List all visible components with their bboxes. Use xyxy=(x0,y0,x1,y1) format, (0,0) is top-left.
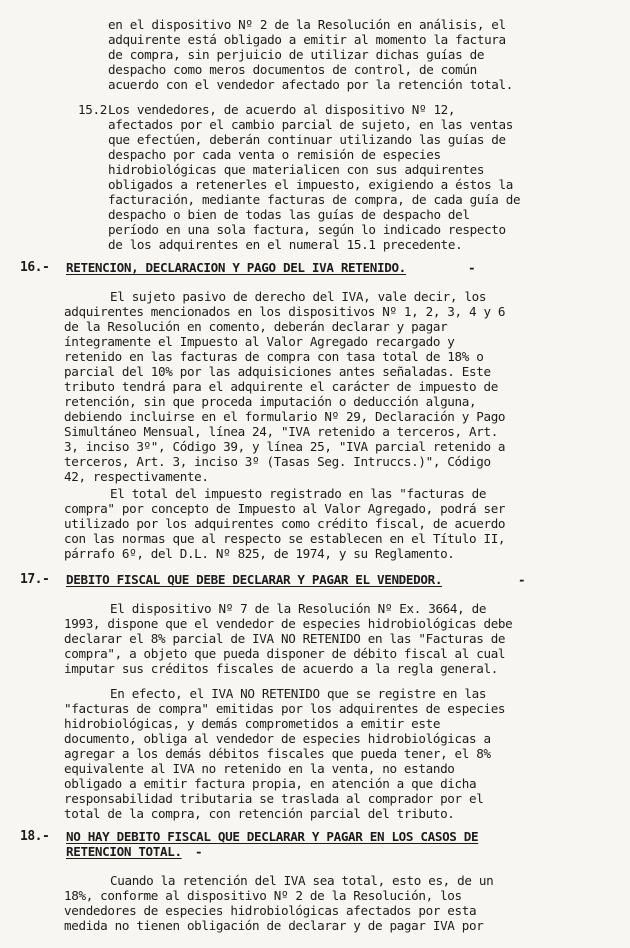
text-line: utilizado por los adquirentes como crédito fiscal, de acuerdo xyxy=(64,516,506,531)
text-line: 42, respectivamente. xyxy=(64,469,209,484)
text-line: En efecto, el IVA NO RETENIDO que se registre en las xyxy=(110,686,487,701)
text-line: 3, inciso 3º", Código 39, y línea 25, "IVA parcial retenido a xyxy=(64,439,506,454)
text-line: despacho como meros documentos de control, de común xyxy=(108,62,477,77)
section-17-heading-dash: - xyxy=(518,572,526,587)
text-line: de los adquirentes en el numeral 15.1 precedente. xyxy=(108,237,463,252)
text-line: Simultáneo Mensual, línea 24, "IVA retenido a terceros, Art. xyxy=(64,424,498,439)
section-18-heading-line-1: NO HAY DEBITO FISCAL QUE DECLARAR Y PAGAR EN LOS CASOS DE xyxy=(66,829,479,844)
text-line: de la Resolución en comento, deberán declarar y pagar xyxy=(64,319,448,334)
text-line: obligado a emitir factura propia, en atención a que dicha xyxy=(64,776,477,791)
text-line: parcial del 10% por las adquisiciones antes señaladas. Este xyxy=(64,364,491,379)
section-15-2-number: 15.2 xyxy=(78,102,107,117)
text-line: hidrobiológicas que materialicen con sus adquirentes xyxy=(108,162,485,177)
text-line: afectados por el cambio parcial de sujeto, en las ventas xyxy=(108,117,513,132)
text-line: total de la compra, con retención parcial del tributo. xyxy=(64,806,455,821)
section-18-heading-dash: - xyxy=(195,844,203,859)
text-line: documento, obliga al vendedor de especies hidrobiológicas a xyxy=(64,731,491,746)
section-17-number: 17.- xyxy=(20,572,50,587)
text-line: obligados a retenerles el impuesto, exigiendo a éstos la xyxy=(108,177,513,192)
text-line: con las normas que al respecto se establecen en el Título II, xyxy=(64,531,506,546)
text-line: compra", a objeto que pueda disponer de débito fiscal al cual xyxy=(64,646,506,661)
text-line: despacho o bien de todas las guías de despacho del xyxy=(108,207,470,222)
text-line: agregar a los demás débitos fiscales que pueda tener, el 8% xyxy=(64,746,491,761)
text-line: íntegramente el Impuesto al Valor Agregado recargado y xyxy=(64,334,455,349)
text-line: declarar el 8% parcial de IVA NO RETENIDO en las "Facturas de xyxy=(64,631,506,646)
text-line: hidrobiológicas, y demás comprometidos a emitir este xyxy=(64,716,441,731)
text-line: El sujeto pasivo de derecho del IVA, vale decir, los xyxy=(110,289,487,304)
section-18-number: 18.- xyxy=(20,829,50,844)
text-line: El dispositivo Nº 7 de la Resolución Nº Ex. 3664, de xyxy=(110,601,487,616)
text-line: de compra, sin perjuicio de utilizar dichas guías de xyxy=(108,47,485,62)
text-line: acuerdo con el vendedor afectado por la retención total. xyxy=(108,77,513,92)
section-16-heading: RETENCION, DECLARACION Y PAGO DEL IVA RETENIDO. xyxy=(66,260,406,275)
text-line: Los vendedores, de acuerdo al dispositivo Nº 12, xyxy=(108,102,456,117)
text-line: imputar sus créditos fiscales de acuerdo a la regla general. xyxy=(64,661,498,676)
text-line: en el dispositivo Nº 2 de la Resolución en análisis, el xyxy=(108,17,506,32)
text-line: que efectúen, deberán continuar utilizando las guías de xyxy=(108,132,506,147)
text-line: período en una sola factura, según lo indicado respecto xyxy=(108,222,506,237)
text-line: retención, sin que proceda imputación o deducción alguna, xyxy=(64,394,477,409)
text-line: "facturas de compra" emitidas por los adquirentes de especies xyxy=(64,701,506,716)
text-line: vendedores de especies hidrobiológicas afectados por esta xyxy=(64,903,477,918)
text-line: medida no tienen obligación de declarar y de pagar IVA por xyxy=(64,918,484,933)
section-18-heading-line-2: RETENCION TOTAL. xyxy=(66,844,182,859)
text-line: debiendo incluirse en el formulario Nº 29, Declaración y Pago xyxy=(64,409,506,424)
text-line: terceros, Art. 3, inciso 3º (Tasas Seg. Intruccs.)", Código xyxy=(64,454,491,469)
text-line: adquirente está obligado a emitir al momento la factura xyxy=(108,32,506,47)
text-line: compra" por concepto de Impuesto al Valor Agregado, podrá ser xyxy=(64,501,506,516)
text-line: 18%, conforme al dispositivo Nº 2 de la Resolución, los xyxy=(64,888,462,903)
section-16-heading-dash: - xyxy=(468,260,476,275)
text-line: equivalente al IVA no retenido en la venta, no estando xyxy=(64,761,455,776)
text-line: párrafo 6º, del D.L. Nº 825, de 1974, y su Reglamento. xyxy=(64,546,455,561)
section-16-number: 16.- xyxy=(20,260,50,275)
text-line: retenido en las facturas de compra con tasa total de 18% o xyxy=(64,349,484,364)
text-line: adquirentes mencionados en los dispositivos Nº 1, 2, 3, 4 y 6 xyxy=(64,304,506,319)
text-line: responsabilidad tributaria se traslada al comprador por el xyxy=(64,791,484,806)
text-line: despacho por cada venta o remisión de especies xyxy=(108,147,441,162)
text-line: tributo tendrá para el adquirente el carácter de impuesto de xyxy=(64,379,498,394)
text-line: Cuando la retención del IVA sea total, esto es, de un xyxy=(110,873,494,888)
text-line: El total del impuesto registrado en las "facturas de xyxy=(110,486,487,501)
text-line: facturación, mediante facturas de compra, de cada guía de xyxy=(108,192,521,207)
text-line: 1993, dispone que el vendedor de especies hidrobiológicas debe xyxy=(64,616,513,631)
section-17-heading: DEBITO FISCAL QUE DEBE DECLARAR Y PAGAR EL VENDEDOR. xyxy=(66,572,443,587)
